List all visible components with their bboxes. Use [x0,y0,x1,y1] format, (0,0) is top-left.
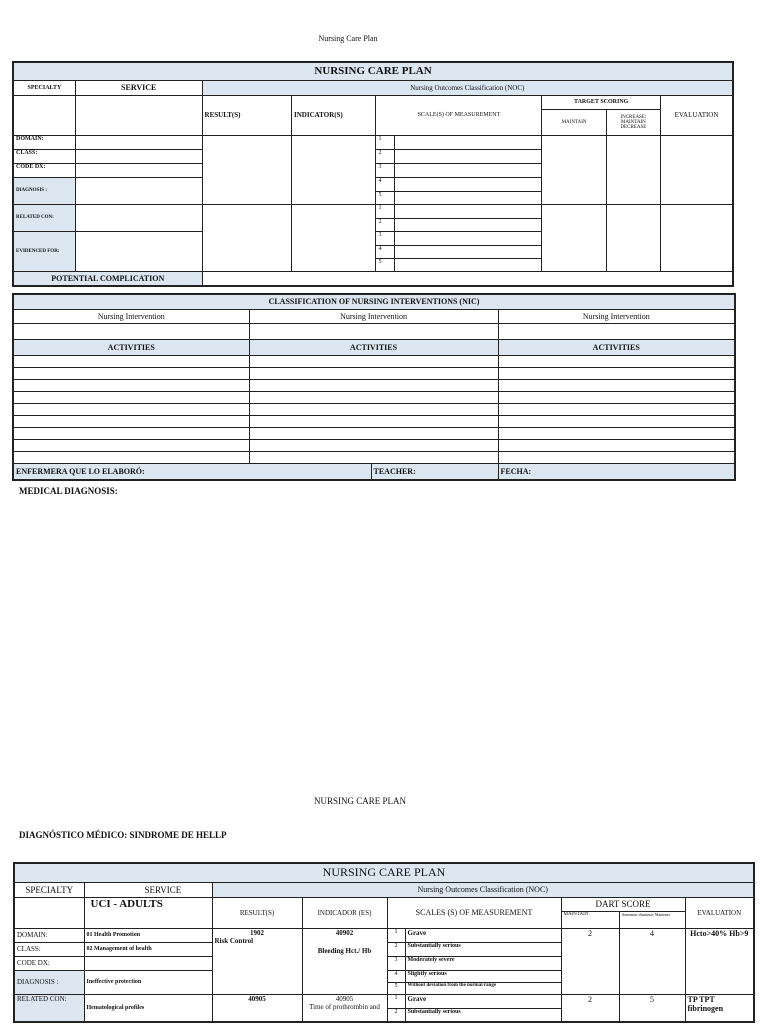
related-value [75,204,202,231]
page2-care-plan-table [13,862,755,1023]
scale-num: 4 [376,245,394,258]
scale-num: 5 [376,258,394,271]
scale-text: Substantially serious [405,942,561,956]
indicator-header: INDICATOR(S) [292,95,376,135]
enfermera-label: ENFERMERA QUE LO ELABORÓ: [13,463,371,480]
scale-num: 2 [376,218,394,231]
page2-table-title: NURSING CARE PLAN [14,863,754,882]
code-dx-label: CODE DX: [13,163,75,177]
related-label: RELATED CON: [14,994,84,1022]
noc-header: Nursing Outcomes Classification (NOC) [212,882,754,897]
result-header: RESULT(S) [212,897,302,928]
maintain-header: MAINTAIN [542,109,606,135]
indicator-cell-1 [292,135,376,204]
evidenced-value [75,231,202,271]
class-label: CLASS: [13,149,75,163]
diagnosis-label: DIAGNOSIS : [14,970,84,994]
evaluation-2: TP TPT fibrinogen [685,994,754,1022]
nursing-intervention-header: Nursing Intervention [249,309,498,323]
scale-num: 4 [387,970,405,982]
diagnosis-value: Ineffective protection [84,970,212,994]
scale-num: 1 [376,204,394,218]
indicator-code: 40905 [335,994,354,1003]
result-code: 1902 [250,928,264,937]
diagnosis-label: DIAGNOSIS : [13,177,75,204]
teacher-label: TEACHER: [371,463,498,480]
nic-header: CLASSIFICATION OF NURSING INTERVENTIONS (NIC) [13,294,735,309]
indicator-name: Bleeding Hct./ Hb [317,946,372,955]
specialty-value [14,897,84,928]
indicator-name: Time of prothrombin and [309,1002,380,1011]
maintain-score-1: 2 [561,928,619,994]
maintain-score-2: 2 [561,994,619,1022]
potential-complication-value [202,271,733,286]
indicator-header: INDICADOR (ES) [302,897,387,928]
evaluation-cell-1 [661,135,733,204]
page1-doc-title: Nursing Care Plan [318,34,378,43]
nursing-intervention-header: Nursing Intervention [13,309,249,323]
scale-num: 1 [387,928,405,942]
scale-text: Slightly serious [405,970,561,982]
result-cell-1 [202,135,291,204]
result-code: 40905 [248,994,266,1003]
class-value: 02 Management of health [84,942,212,956]
scale-num: 1 [387,994,405,1008]
scale-text: Substantially serious [405,1008,561,1022]
service-value [75,95,202,135]
related-label: RELATED CON: [13,204,75,231]
service-label: SERVICE [75,80,202,95]
target-scoring-header: TARGET SCORING [542,95,661,109]
scale-num: 2 [376,149,394,163]
scale-text: Without deviation from the normal range [405,982,561,994]
scale-num: 3 [376,163,394,177]
result-cell-2 [202,204,291,271]
evaluation-header: EVALUATION [661,95,733,135]
result-cell-1 [212,928,302,994]
scale-num: 3 [387,956,405,970]
diagnostico-medico: DIAGNÓSTICO MÉDICO: SINDROME DE HELLP [19,830,227,840]
noc-header: Nursing Outcomes Classification (NOC) [202,80,733,95]
service-value: UCI - ADULTS [84,897,212,928]
domain-label: DOMAIN: [14,928,84,942]
scale-header: SCALE(S) OF MEASUREMENT [376,95,542,135]
increase-cell-2 [606,204,660,271]
scale-num: 1 [376,135,394,149]
service-label: SERVICE [84,882,212,897]
page1-table-title: NURSING CARE PLAN [13,62,733,80]
page2-doc-title: NURSING CARE PLAN [313,796,406,806]
scale-header: SCALES (S) OF MEASUREMENT [387,897,561,928]
evaluation-cell-2 [661,204,733,271]
nursing-intervention-header: Nursing Intervention [498,309,735,323]
page1-care-plan-table [12,61,734,287]
fecha-label: FECHA: [498,463,735,480]
activities-header: ACTIVITIES [498,339,735,355]
scale-num: 2 [387,942,405,956]
evaluation-1: Hcto>40% Hb>9 [685,928,754,994]
specialty-label: SPECIALTY [14,882,84,897]
aumentar-header: Aumentar disminuir Mantener [619,911,685,928]
diagnosis-value [75,177,202,204]
activities-header: ACTIVITIES [13,339,249,355]
indicator-cell-1 [302,928,387,994]
evidenced-label: EVIDENCED FOR: [13,231,75,271]
maintain-cell-2 [542,204,606,271]
related-value: Hematological profiles [84,994,212,1022]
domain-value: 01 Health Promotion [84,928,212,942]
result-header: RESULT(S) [202,95,291,135]
target-score-2: 5 [619,994,685,1022]
specialty-label: SPECIALTY [13,80,75,95]
potential-complication-label: POTENTIAL COMPLICATION [13,271,202,286]
scale-num: 4 [376,177,394,191]
dart-score-header: DART SCORE [561,897,685,911]
scale-num: 5 [376,191,394,204]
class-label: CLASS: [14,942,84,956]
domain-value [75,135,202,149]
indicator-code: 40902 [335,928,354,937]
code-dx-label: CODE DX: [14,956,84,970]
scale-text: Grave [405,994,561,1008]
scale-num: 3 [376,231,394,245]
increase-header: INCREASE/ MAINTAIN DECREASE [606,109,660,135]
maintain-cell-1 [542,135,606,204]
indicator-cell-2 [292,204,376,271]
scale-num: 5 [387,982,405,994]
medical-diagnosis-label: MEDICAL DIAGNOSIS: [19,486,118,496]
specialty-value [13,95,75,135]
scale-num: 2 [387,1008,405,1022]
evaluation-header: EVALUATION [685,897,754,928]
maintain-header: MAINTAIN [561,911,619,928]
result-name: Risk Control [214,936,254,945]
activities-header: ACTIVITIES [249,339,498,355]
scale-text: Moderately severe [405,956,561,970]
scale-text: Grave [405,928,561,942]
result-cell-2 [212,994,302,1022]
target-score-1: 4 [619,928,685,994]
increase-cell-1 [606,135,660,204]
domain-label: DOMAIN: [13,135,75,149]
indicator-cell-2 [302,994,387,1022]
nic-table [12,293,736,481]
